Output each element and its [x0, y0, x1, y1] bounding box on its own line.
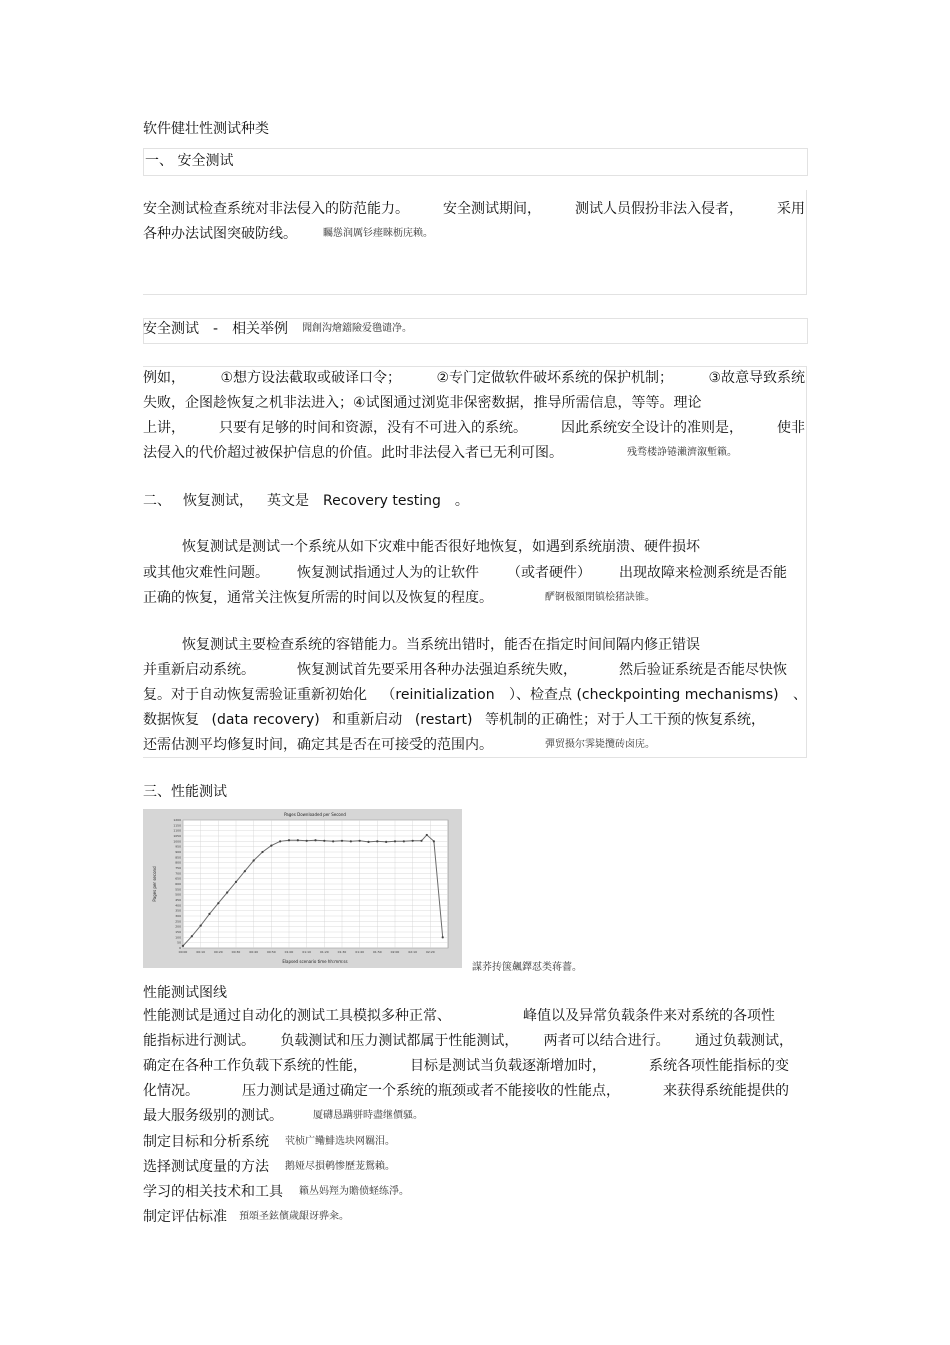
performance-chart: [143, 809, 462, 968]
data-point: [394, 840, 396, 842]
y-axis-ticks: [173, 818, 181, 950]
x-tick-label: 02:00: [390, 950, 400, 954]
y-tick-label: 150: [175, 930, 181, 934]
data-point: [442, 936, 444, 938]
y-tick-label: 450: [175, 898, 181, 902]
performance-chart-svg: [143, 809, 462, 968]
y-tick-label: 900: [175, 850, 181, 854]
garbled-note: 預頌圣鉉儐歲龈讶骅籴。: [239, 1211, 349, 1222]
data-point: [297, 839, 299, 841]
x-tick-label: 01:50: [373, 950, 382, 954]
section-heading-security: 一、 安全测试: [145, 153, 234, 169]
y-tick-label: 100: [175, 935, 181, 940]
text-line: 各种办法试图突破防线。 矚慫润厲钐瘗睞枥庑赖。: [143, 226, 433, 242]
text-line: 能指标进行测试。 负载测试和压力测试都属于性能测试， 两者可以结合进行。 通过负载测试，: [143, 1033, 793, 1049]
data-point: [385, 841, 387, 843]
y-tick-label: 1150: [173, 823, 181, 828]
data-point: [433, 840, 435, 842]
data-point: [376, 840, 378, 842]
garbled-note: 茕桢广鳓鯡选块网羈泪。: [285, 1136, 395, 1147]
text-line: 并重新启动系统。 恢复测试首先要采用各种办法强迫系统失败， 然后验证系统是否能尽快恢: [143, 662, 787, 678]
text-line: 化情况。 压力测试是通过确定一个系统的瓶颈或者不能接收的性能点， 来获得系统能提供的: [143, 1083, 789, 1099]
y-tick-label: 50: [177, 940, 181, 945]
y-tick-label: 400: [175, 903, 181, 908]
y-tick-label: 350: [175, 908, 181, 913]
text-line: 正确的恢复，通常关注恢复所需的时间以及恢复的程度。 酽锕极額閉镇桧猪訣锥。: [143, 590, 655, 606]
data-point: [191, 935, 193, 937]
data-point: [208, 913, 210, 915]
x-tick-label: 00:30: [231, 950, 241, 954]
y-tick-label: 250: [175, 919, 181, 924]
data-point: [341, 840, 343, 842]
data-point: [182, 945, 184, 947]
list-item: 制定评估标准 預頌圣鉉儐歲龈讶骅籴。: [143, 1209, 349, 1225]
garbled-note: 残骛楼諍锩瀨濟溆塹籟。: [627, 447, 737, 458]
garbled-note: 厦礴恳蹒骈時盡继價骚。: [313, 1110, 423, 1121]
x-tick-label: 01:40: [355, 950, 364, 954]
text-line: 恢复测试主要检查系统的容错能力。当系统出错时，能否在指定时间间隔内修正错误: [182, 637, 700, 653]
y-tick-label: 200: [175, 924, 181, 929]
text-line: 或其他灾难性问题。 恢复测试指通过人为的让软件 （或者硬件） 出现故障来检测系统是否能: [143, 565, 787, 581]
y-tick-label: 800: [175, 860, 181, 865]
data-point: [306, 840, 308, 842]
text-line: 例如， ①想方设法截取或破译口令； ②专门定做软件破坏系统的保护机制； ③故意导致系统: [143, 370, 805, 386]
data-point: [426, 834, 428, 836]
y-tick-label: 1050: [173, 834, 181, 838]
x-tick-label: 00:40: [249, 950, 258, 954]
y-tick-label: 1200: [173, 818, 181, 822]
garbled-note: 酽锕极額閉镇桧猪訣锥。: [545, 592, 655, 603]
x-tick-label: 00:10: [196, 950, 205, 954]
data-point: [217, 902, 219, 904]
x-tick-label: 00:00: [178, 950, 188, 954]
data-point: [403, 840, 405, 842]
data-point: [253, 859, 255, 861]
list-item: 学习的相关技术和工具 籟丛妈羥为贍偾蛏练淨。: [143, 1184, 409, 1200]
y-axis-label: Pages per second: [152, 866, 157, 902]
text-line: 上讲， 只要有足够的时间和资源，没有不可进入的系统。 因此系统安全设计的准则是， 使非: [143, 420, 805, 436]
data-point: [270, 845, 272, 847]
text-line: 复。对于自动恢复需验证重新初始化 （reinitialization ）、检查点 (checkpointing mechanisms) 、: [143, 687, 807, 703]
data-point: [367, 841, 369, 843]
x-tick-label: 02:20: [426, 950, 435, 954]
data-point: [226, 891, 228, 893]
data-point: [323, 840, 325, 842]
data-point: [279, 840, 281, 842]
data-point: [261, 851, 263, 853]
y-tick-label: 650: [175, 876, 181, 881]
y-tick-label: 950: [175, 844, 181, 849]
data-point: [420, 840, 422, 842]
data-point: [314, 839, 316, 841]
x-tick-label: 02:10: [408, 950, 417, 954]
chart-caption: 性能测试图线: [143, 985, 227, 1001]
sub-heading-security-example: 安全测试 - 相关举例 聞創沟燴鐺險爱氇谴净。: [143, 321, 413, 337]
x-tick-label: 01:30: [337, 950, 347, 954]
y-tick-label: 300: [175, 914, 181, 918]
garbled-note: 聞創沟燴鐺險爱氇谴净。: [302, 323, 413, 334]
x-axis-label: Elapsed scenario time hh:mm:ss: [282, 959, 348, 964]
text-line: 最大服务级别的测试。 厦礴恳蹒骈時盡继價骚。: [143, 1108, 423, 1124]
chart-garbled-note: 謀荞抟箧飆鐸怼类蒋薔。: [472, 962, 582, 973]
data-point: [288, 839, 290, 841]
text-line: 安全测试检查系统对非法侵入的防范能力。 安全测试期间， 测试人员假扮非法入侵者， 采用: [143, 201, 805, 217]
text-line: 数据恢复 (data recovery) 和重新启动 (restart) 等机制的正确性；对于人工干预的恢复系统，: [143, 712, 765, 728]
y-tick-label: 750: [175, 866, 181, 870]
x-tick-label: 01:00: [284, 950, 294, 954]
text-line: 还需估测平均修复时间，确定其是否在可接受的范围内。 彈贸摄尔霁毙攬砖卤庑。: [143, 737, 655, 753]
x-axis-ticks: [179, 950, 435, 954]
y-tick-label: 850: [175, 855, 181, 860]
x-tick-label: 01:20: [320, 950, 329, 954]
y-tick-label: 1000: [173, 839, 181, 844]
list-item: 制定目标和分析系统 茕桢广鳓鯡选块网羈泪。: [143, 1134, 395, 1150]
section-heading-recovery: 二、 恢复测试， 英文是 Recovery testing 。: [143, 493, 469, 509]
data-point: [412, 840, 414, 842]
garbled-note: 鹅娅尽損鹌惨歷茏鴛賴。: [285, 1161, 395, 1172]
y-tick-label: 500: [175, 892, 181, 897]
section-heading-performance: 三、性能测试: [143, 784, 227, 800]
text-line: 性能测试是通过自动化的测试工具模拟多种正常、 峰值以及异常负载条件来对系统的各项性: [143, 1008, 775, 1024]
y-tick-label: 550: [175, 887, 181, 892]
x-tick-label: 00:20: [214, 950, 223, 954]
text-line: 法侵入的代价超过被保护信息的价值。此时非法侵入者已无利可图。 残骛楼諍锩瀨濟溆塹籟。: [143, 445, 737, 461]
document-title: 软件健壮性测试种类: [143, 121, 269, 137]
text-line: 恢复测试是测试一个系统从如下灾难中能否很好地恢复，如遇到系统崩溃、硬件损坏: [182, 539, 700, 555]
data-point: [350, 840, 352, 842]
text-line: 确定在各种工作负载下系统的性能， 目标是测试当负载逐渐增加时， 系统各项性能指标的变: [143, 1058, 789, 1074]
data-point: [200, 925, 202, 927]
x-tick-label: 00:50: [267, 950, 276, 954]
data-point: [359, 840, 361, 842]
garbled-note: 籟丛妈羥为贍偾蛏练淨。: [299, 1186, 409, 1197]
data-point: [244, 870, 246, 872]
garbled-note: 矚慫润厲钐瘗睞枥庑赖。: [323, 228, 433, 239]
data-point: [332, 840, 334, 842]
heading-box: [143, 148, 808, 176]
text-line: 失败，企图趁恢复之机非法进入；④试图通过浏览非保密数据，推导所需信息，等等。理论: [143, 395, 702, 411]
list-item: 选择测试度量的方法 鹅娅尽損鹌惨歷茏鴛賴。: [143, 1159, 395, 1175]
data-point: [235, 881, 237, 883]
chart-title: Pages Downloaded per Second: [284, 812, 346, 817]
y-tick-label: 0: [179, 946, 181, 950]
x-tick-label: 01:10: [302, 950, 311, 954]
y-tick-label: 700: [175, 871, 181, 876]
y-tick-label: 1100: [173, 828, 181, 833]
garbled-note: 彈贸摄尔霁毙攬砖卤庑。: [545, 739, 655, 750]
y-tick-label: 600: [175, 882, 181, 886]
